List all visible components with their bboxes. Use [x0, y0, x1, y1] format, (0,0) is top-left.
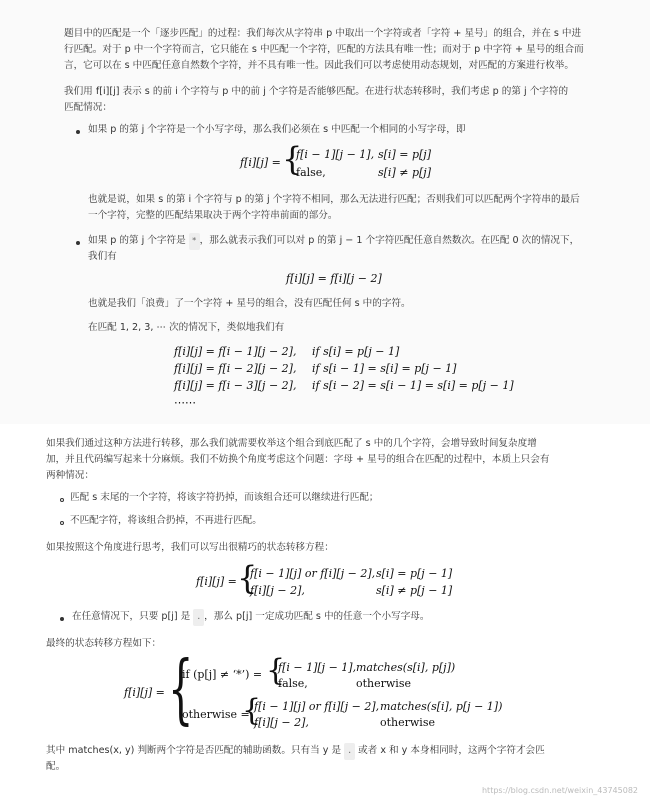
enum-problem-line-2: 加，并且代码编写起来十分麻烦。我们不妨换个角度考虑这个问题：字母 + 星号的组合在匹配的过程中，本质上只会有 [46, 454, 550, 465]
intro-line-3: 言，它可以在 s 中匹配任意自然数个字符，并不具有唯一性。因此我们可以考虑使用动态规划，对匹配的方案进行枚举。 [64, 60, 574, 71]
circle-bullet-icon [60, 498, 64, 502]
final-else-label: otherwise = [182, 708, 250, 721]
final-if-brace: { [266, 653, 286, 688]
enum-problem-line-3: 两种情况： [46, 470, 94, 481]
final-lhs: f[i][j] = [124, 686, 165, 699]
multi-eq-row-1-cond: if s[i] = p[j − 1] [312, 345, 400, 358]
eq1-case2-cond: s[i] ≠ p[j] [378, 166, 431, 179]
final-if-case1-cond: matches(s[i], p[j]) [356, 661, 456, 674]
bullet-icon [76, 130, 80, 134]
multi-eq-row-2: f[i][j] = f[i − 2][j − 2], [174, 362, 297, 375]
bullet-icon [60, 617, 64, 621]
multi-match-intro: 在匹配 1, 2, 3, ⋯ 次的情况下，类似地我们有 [88, 322, 285, 333]
eq3-case2-cond: s[i] ≠ p[j − 1] [376, 584, 453, 597]
intro-line-1: 题目中的匹配是一个「逐步匹配」的过程：我们每次从字符串 p 中取出一个字符或者「字符 + 星号」的组合，并在 s 中进 [64, 28, 582, 39]
bullet-icon [76, 241, 80, 245]
bullet-star-text: 如果 p 的第 j 个字符是 * ，那么就表示我们可以对 p 的第 j − 1 个字符匹配任意自然数次。在匹配 0 次的情况下， [88, 233, 579, 250]
bullet-lowercase-text: 如果 p 的第 j 个字符是一个小写字母，那么我们必须在 s 中匹配一个相同的小写字母，即 [88, 124, 466, 135]
bullet1-after-line-1: 也就是说，如果 s 的第 i 个字符与 p 的第 j 个字符不相同，那么无法进行匹配；否则我们可以匹配两个字符串的最后 [88, 194, 580, 205]
eq3-case1-cond: s[i] = p[j − 1] [376, 567, 453, 580]
eq1-case1: f[i − 1][j − 1], [296, 148, 375, 161]
enum-problem-line-1: 如果我们通过这种方法进行转移，那么我们就需要枚举这个组合到底匹配了 s 中的几个字符，会增导致时间复杂度增 [46, 438, 537, 449]
final-else-case2-cond: otherwise [380, 716, 435, 729]
eq1-case2: false, [296, 166, 326, 179]
multi-eq-row-1: f[i][j] = f[i − 1][j − 2], [174, 345, 297, 358]
eq1-lhs: f[i][j] = [240, 156, 281, 169]
final-else-case1: f[i − 1][j] or f[i][j − 2], [254, 700, 380, 713]
case-match-text: 匹配 s 末尾的一个字符，将该字符扔掉，而该组合还可以继续进行匹配； [70, 492, 379, 503]
final-if-case1: f[i − 1][j − 1], [278, 661, 357, 674]
eq2: f[i][j] = f[i][j − 2] [286, 272, 382, 285]
bullet1-after-line-2: 一个字符，完整的匹配结果取决于两个字符串前面的部分。 [88, 210, 338, 221]
code-dot: . [193, 609, 204, 626]
final-eq-intro: 最终的状态转移方程如下： [46, 638, 162, 649]
case-nomatch-text: 不匹配字符，将该组合扔掉，不再进行匹配。 [70, 515, 262, 526]
clever-eq-intro: 如果按照这个角度进行思考，我们可以写出很精巧的状态转移方程： [46, 542, 334, 553]
final-outer-brace: { [168, 646, 194, 734]
final-if-case2-cond: otherwise [356, 677, 411, 690]
matches-explanation: 其中 matches(x, y) 判断两个字符是否匹配的辅助函数。只有当 y 是 . 或者 x 和 y 本身相同时，这两个字符才会匹 [46, 743, 545, 760]
definition-line-2: 匹配情况： [64, 102, 112, 113]
intro-line-2: 行匹配。对于 p 中一个字符而言，它只能在 s 中匹配一个字符，匹配的方法具有唯一性；而对于 p 中字符 + 星号的组合而 [64, 44, 584, 55]
waste-text: 也就是我们「浪费」了一个字符 + 星号的组合，没有匹配任何 s 中的字符。 [88, 298, 411, 309]
circle-bullet-icon [60, 521, 64, 525]
eq1-brace: { [282, 140, 303, 178]
dot-match-text: 在任意情况下，只要 p[j] 是 . ，那么 p[j] 一定成功匹配 s 中的任意一个小写字母。 [72, 609, 429, 626]
final-else-brace: { [242, 693, 262, 728]
multi-eq-row-2-cond: if s[i − 1] = s[i] = p[j − 1] [312, 362, 457, 375]
multi-eq-row-3: f[i][j] = f[i − 3][j − 2], [174, 379, 297, 392]
final-if-label: if (p[j] ≠ ‘*’) = [182, 668, 263, 681]
eq3-brace: { [237, 559, 258, 597]
code-star: * [189, 233, 200, 250]
matches-explanation-2: 配。 [46, 761, 66, 772]
final-else-case2: f[i][j − 2], [254, 716, 309, 729]
multi-eq-row-3-cond: if s[i − 2] = s[i − 1] = s[i] = p[j − 1] [312, 379, 514, 392]
eq3-case1: f[i − 1][j] or f[i][j − 2], [250, 567, 376, 580]
eq1-case1-cond: s[i] = p[j] [378, 148, 431, 161]
watermark: https://blog.csdn.net/weixin_43745082 [481, 786, 638, 795]
code-dot: . [344, 743, 355, 760]
eq3-lhs: f[i][j] = [196, 575, 237, 588]
definition-line-1: 我们用 f[i][j] 表示 s 的前 i 个字符与 p 中的前 j 个字符是否能够匹配。在进行状态转移时，我们考虑 p 的第 j 个字符的 [64, 86, 569, 97]
final-else-case1-cond: matches(s[i], p[j − 1]) [380, 700, 503, 713]
eq3-case2: f[i][j − 2], [250, 584, 305, 597]
multi-eq-dots: ⋯⋯ [174, 396, 196, 409]
bullet-star-text-2: 我们有 [88, 251, 117, 262]
final-if-case2: false, [278, 677, 308, 690]
